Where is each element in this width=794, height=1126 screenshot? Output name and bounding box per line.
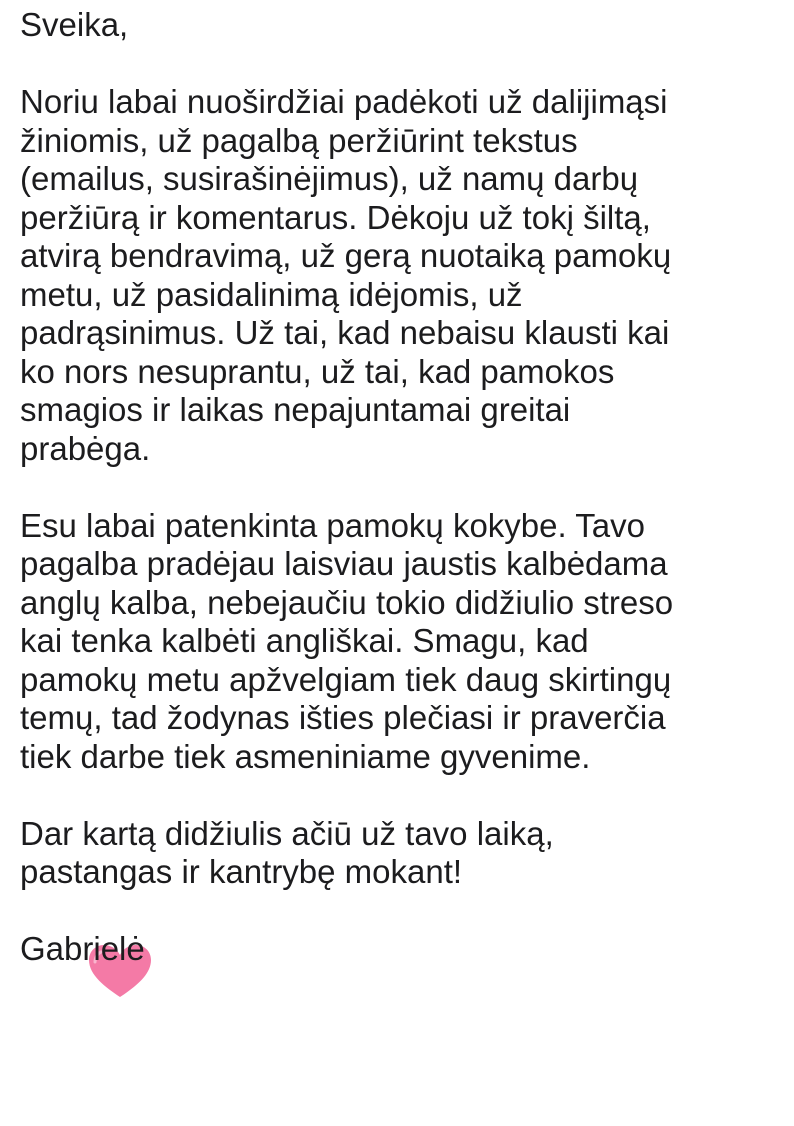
text-line: pagalba pradėjau laisviau jaustis kalbėdama [20, 545, 668, 582]
signature [20, 930, 145, 969]
text-line: padrąsinimus. Už tai, kad nebaisu klausti kai [20, 314, 670, 351]
text-line: tiek darbe tiek asmeniniame gyvenime. [20, 737, 591, 775]
paragraph-closing [20, 815, 790, 892]
signature-text: Gabrielė [20, 930, 145, 967]
text-line: smagios ir laikas nepajuntamai greitai [20, 391, 571, 428]
text-line: anglų kalba, nebejaučiu tokio didžiulio streso [20, 583, 674, 621]
text-line: metu, už pasidalinimą idėjomis, už [20, 275, 523, 313]
paragraph-thanks [20, 83, 790, 468]
greeting-line: Sveika, [20, 6, 129, 43]
text-line: peržiūrą ir komentarus. Dėkoju už tokį šiltą, [20, 198, 651, 236]
text-line: prabėga. [20, 429, 151, 467]
paragraph-gap [20, 468, 790, 507]
message-body [20, 6, 790, 969]
text-line: ko nors nesuprantu, už tai, kad pamokos [20, 352, 615, 390]
text-line: atvirą bendravimą, už gerą nuotaiką pamokų [20, 237, 672, 274]
paragraph-quality [20, 507, 790, 777]
text-line: Dar kartą didžiulis ačiū už tavo laiką, [20, 814, 554, 852]
paragraph-gap [20, 892, 790, 931]
text-line: pamokų metu apžvelgiam tiek daug skirtingų [20, 660, 672, 698]
signature-line [20, 930, 790, 969]
text-line: (emailus, susirašinėjimus), už namų darbų [20, 160, 639, 197]
text-line: pastangas ir kantrybę mokant! [20, 853, 463, 890]
paragraph-gap [20, 776, 790, 815]
text-line: temų, tad žodynas išties plečiasi ir praverčia [20, 699, 666, 736]
text-line: Esu labai patenkinta pamokų kokybe. Tavo [20, 506, 645, 544]
text-line: Noriu labai nuoširdžiai padėkoti už dalijimąsi [20, 83, 668, 120]
text-line: kai tenka kalbėti angliškai. Smagu, kad [20, 622, 589, 659]
text-line: žiniomis, už pagalbą peržiūrint tekstus [20, 121, 578, 159]
paragraph-gap [20, 45, 790, 84]
